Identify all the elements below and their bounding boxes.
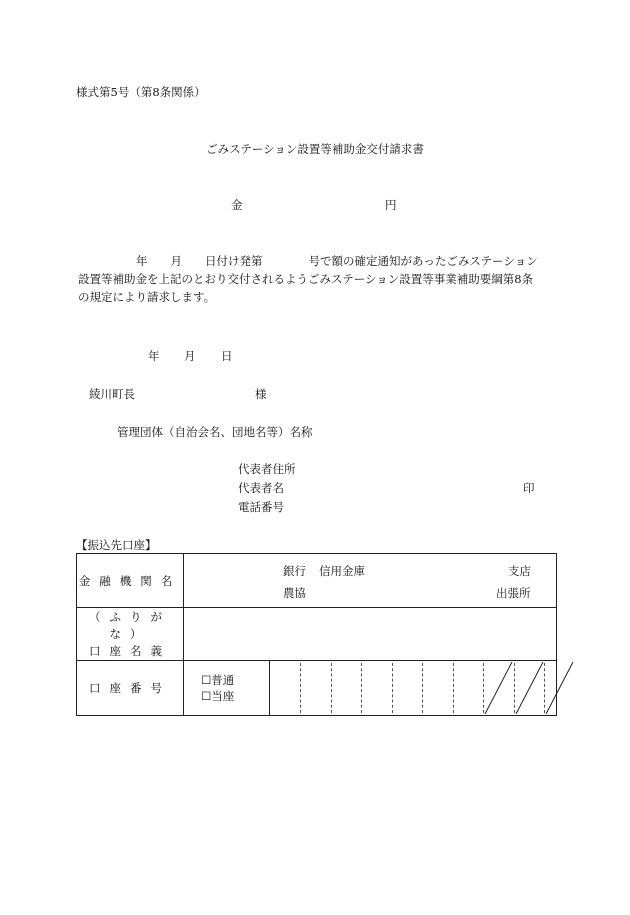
- date-day-label: 日: [221, 349, 233, 363]
- digit-divider: [453, 663, 454, 713]
- current-account-checkbox[interactable]: ☐当座: [201, 689, 235, 703]
- credit-union-label: 信用金庫: [319, 564, 365, 578]
- furigana-label: （ふりがな）: [89, 609, 171, 641]
- addressee-honorific: 様: [255, 387, 267, 401]
- account-number-row: [77, 661, 557, 716]
- account-holder-label: [77, 608, 184, 661]
- digit-divider: [331, 663, 332, 713]
- organization-name-label: 管理団体（自治会名、団地名等）名称: [117, 425, 313, 439]
- addressee-name: 綾川町長: [89, 387, 135, 401]
- digit-divider: [422, 663, 423, 713]
- branch-office-label: 出張所: [496, 586, 531, 600]
- account-number-field[interactable]: [270, 661, 557, 716]
- transfer-account-table: [76, 553, 557, 716]
- seal-mark: 印: [523, 481, 535, 495]
- phone-number-label: 電話番号: [238, 500, 284, 514]
- date-month-label: 月: [184, 349, 196, 363]
- bank-label: 銀行: [283, 564, 306, 578]
- document-title: ごみステーション設置等補助金交付請求書: [206, 142, 424, 156]
- representative-name-label: 代表者名: [238, 481, 284, 495]
- agri-coop-label: 農協: [283, 586, 306, 600]
- request-statement: [78, 252, 558, 306]
- ordinary-account-checkbox[interactable]: ☐普通: [201, 673, 235, 687]
- holder-name-label: 口座名義: [89, 643, 171, 658]
- digit-divider: [361, 663, 362, 713]
- institution-label: 金融機関名: [77, 554, 184, 608]
- institution-field[interactable]: [184, 554, 557, 608]
- statement-line-1: 年 月 日付け発第 号で額の確定通知があったごみステーション: [136, 254, 538, 268]
- amount-yen-label: 円: [385, 198, 397, 212]
- account-holder-field[interactable]: [184, 608, 557, 661]
- date-year-label: 年: [148, 349, 160, 363]
- amount-kin-label: 金: [231, 198, 243, 212]
- account-holder-row: [77, 608, 557, 661]
- account-number-label: 口座番号: [77, 661, 184, 716]
- financial-institution-row: [77, 554, 557, 608]
- account-type-options: [184, 661, 270, 716]
- statement-line-2: 設置等補助金を上記のとおり交付されるようごみステーション設置等事業補助要綱第8条: [78, 272, 534, 286]
- representative-address-label: 代表者住所: [238, 462, 296, 476]
- branch-label: 支店: [508, 564, 531, 578]
- digit-divider: [392, 663, 393, 713]
- unused-digit-slashes: [483, 661, 574, 715]
- digit-divider: [300, 663, 301, 713]
- transfer-account-heading: 【振込先口座】: [76, 538, 157, 552]
- form-number-label: 様式第5号（第8条関係）: [76, 85, 206, 99]
- statement-line-3: の規定により請求します。: [78, 290, 216, 304]
